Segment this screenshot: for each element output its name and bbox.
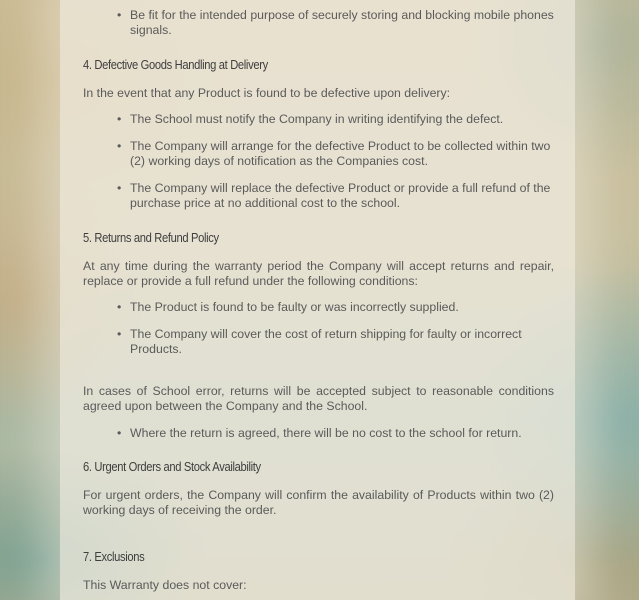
list-item-text: Be fit for the intended purpose of securely storing and blocking mobile phones signals. — [130, 8, 554, 37]
list-item — [117, 327, 567, 357]
bullet-icon: • — [117, 327, 122, 341]
section-heading-urgent-orders: 6. Urgent Orders and Stock Availability — [83, 459, 261, 474]
bullet-icon: • — [117, 139, 122, 153]
list-item-text: The Company will cover the cost of return shipping for faulty or incorrect Products. — [130, 327, 522, 356]
list-item — [117, 426, 567, 441]
list-item — [117, 300, 567, 315]
section-intro: This Warranty does not cover: — [83, 578, 247, 592]
bullet-icon: • — [117, 181, 122, 195]
list-item-text: The Company will replace the defective Product or provide a full refund of the purchase price at no additional cost to the school. — [130, 181, 551, 210]
section-heading-exclusions: 7. Exclusions — [83, 549, 145, 564]
bullet-icon: • — [117, 300, 122, 314]
bullet-icon: • — [117, 8, 122, 22]
list-item — [117, 112, 567, 127]
bullet-icon: • — [117, 426, 122, 440]
list-item — [117, 8, 567, 38]
list-item-text: Where the return is agreed, there will be no cost to the school for return. — [130, 426, 522, 440]
bullet-icon: • — [117, 112, 122, 126]
list-item-text: The Product is found to be faulty or was incorrectly supplied. — [130, 300, 459, 314]
list-item-text: The Company will arrange for the defective Product to be collected within two (2) working days of notification as the Companies cost. — [130, 139, 551, 168]
section-heading-defective-goods: 4. Defective Goods Handling at Delivery — [83, 57, 268, 72]
school-error-paragraph: In cases of School error, returns will be accepted subject to reasonable conditions agreed upon between the Company and the School. — [83, 384, 554, 413]
list-item — [117, 181, 567, 211]
section-intro: In the event that any Product is found to be defective upon delivery: — [83, 86, 451, 100]
section-intro: At any time during the warranty period the Company will accept returns and repair, replace or provide a full refund under the following conditions: — [83, 259, 554, 288]
list-item — [117, 139, 567, 169]
urgent-orders-paragraph: For urgent orders, the Company will confirm the availability of Products within two (2) working days of receiving the order. — [83, 488, 554, 517]
section-heading-returns: 5. Returns and Refund Policy — [83, 230, 219, 245]
list-item-text: The School must notify the Company in writing identifying the defect. — [130, 112, 504, 126]
